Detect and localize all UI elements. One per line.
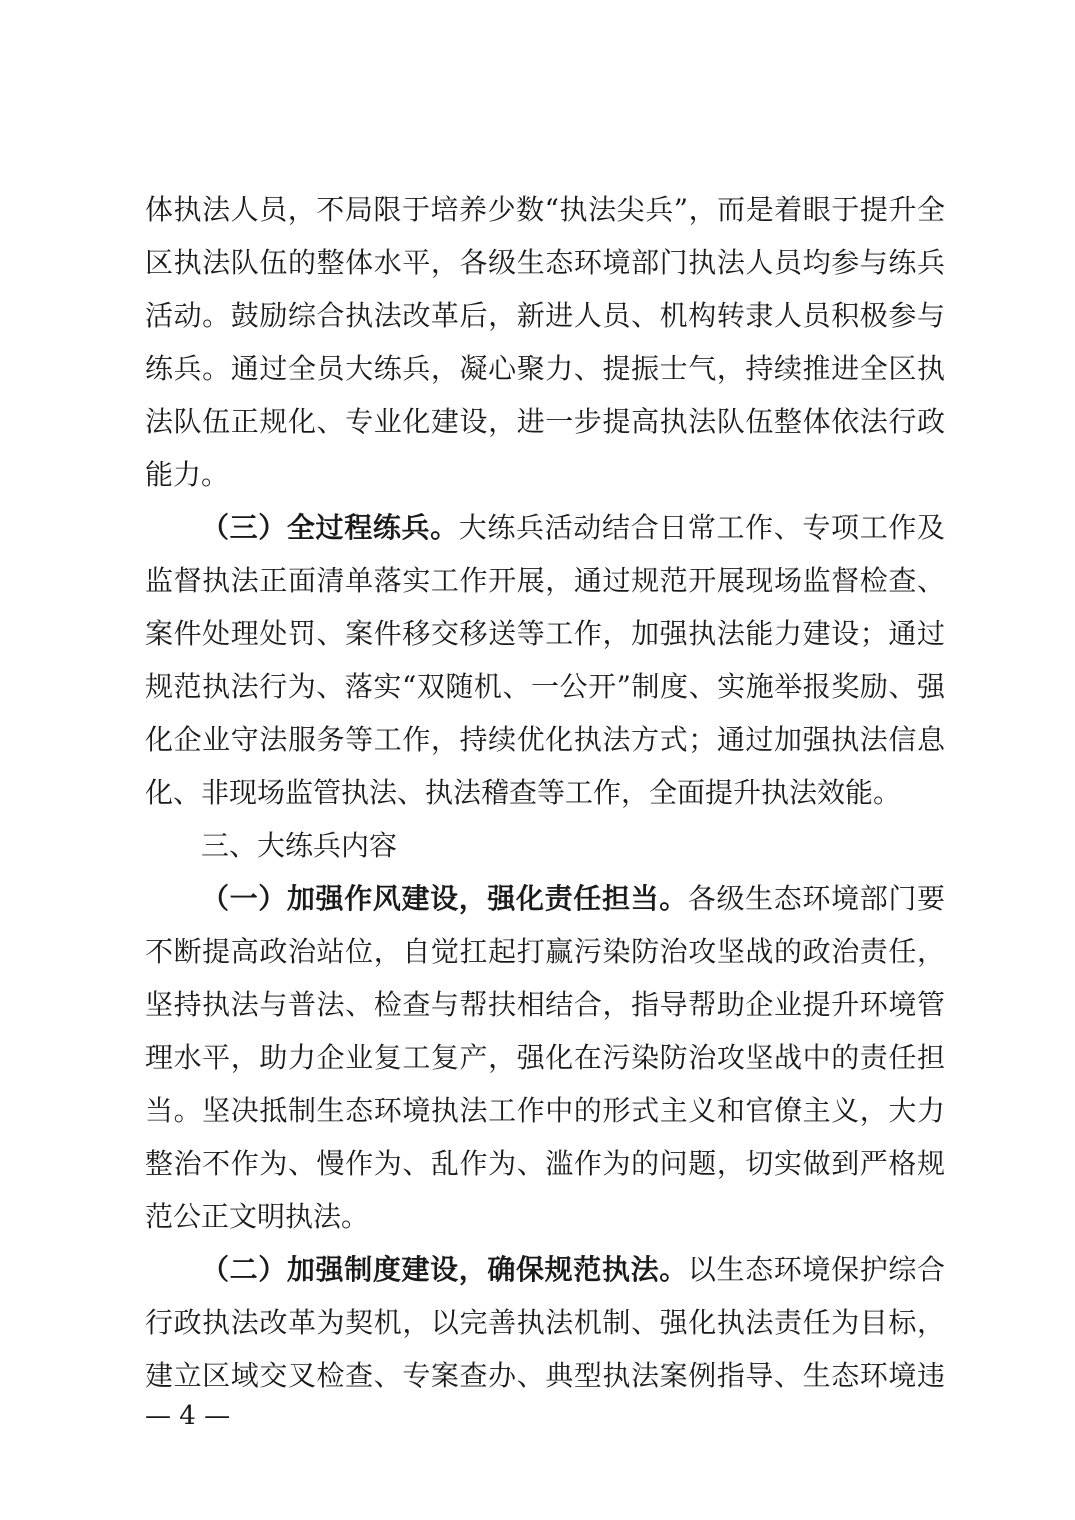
text-line: 规范执法行为、落实“双随机、一公开”制度、实施举报奖励、强 — [145, 670, 945, 703]
paragraph-2 — [145, 501, 945, 819]
document-body — [145, 183, 945, 1402]
text-line: 化企业守法服务等工作，持续优化执法方式；通过加强执法信息 — [145, 723, 945, 756]
text-line: 能力。 — [145, 458, 230, 491]
text-line: 坚持执法与普法、检查与帮扶相结合，指导帮助企业提升环境管 — [145, 988, 945, 1021]
page-number: — 4 — — [145, 1401, 231, 1431]
paragraph-heading: （一）加强作风建设，强化责任担当。 — [201, 882, 688, 915]
text-line: 区执法队伍的整体水平，各级生态环境部门执法人员均参与练兵 — [145, 246, 945, 279]
text-line: 监督执法正面清单落实工作开展，通过规范开展现场监督检查、 — [145, 564, 945, 597]
text-line: 整治不作为、慢作为、乱作为、滥作为的问题，切实做到严格规 — [145, 1147, 945, 1180]
paragraph-4 — [145, 1243, 945, 1402]
paragraph-first-line — [145, 501, 945, 554]
text-line: 理水平，助力企业复工复产，强化在污染防治攻坚战中的责任担 — [145, 1041, 945, 1074]
paragraph-heading: （二）加强制度建设，确保规范执法。 — [201, 1253, 688, 1286]
text-line: 化、非现场监管执法、执法稽查等工作，全面提升执法效能。 — [145, 776, 902, 809]
text-line: 不断提高政治站位，自觉扛起打赢污染防治攻坚战的政治责任， — [145, 935, 945, 968]
text-line: 练兵。通过全员大练兵，凝心聚力、提振士气，持续推进全区执 — [145, 352, 945, 385]
text-line: 活动。鼓励综合执法改革后，新进人员、机构转隶人员积极参与 — [145, 299, 945, 332]
text-line: 范公正文明执法。 — [145, 1200, 370, 1233]
text-run: 大练兵活动结合日常工作、专项工作及 — [458, 511, 945, 544]
paragraph-3 — [145, 872, 945, 1243]
text-line: 法队伍正规化、专业化建设，进一步提高执法队伍整体依法行政 — [145, 405, 945, 438]
paragraph-first-line — [145, 1243, 945, 1296]
text-run: 以生态环境保护综合 — [687, 1253, 945, 1286]
text-line: 体执法人员，不局限于培养少数“执法尖兵”，而是着眼于提升全 — [145, 193, 945, 226]
text-line: 行政执法改革为契机，以完善执法机制、强化执法责任为目标， — [145, 1306, 945, 1339]
paragraph-heading: （三）全过程练兵。 — [201, 511, 459, 544]
section-heading: 三、大练兵内容 — [201, 829, 398, 862]
paragraph-first-line — [145, 872, 945, 925]
text-line: 案件处理处罚、案件移交移送等工作，加强执法能力建设；通过 — [145, 617, 945, 650]
paragraph-1 — [145, 183, 945, 501]
text-line: 建立区域交叉检查、专案查办、典型执法案例指导、生态环境违 — [145, 1359, 945, 1392]
text-run: 各级生态环境部门要 — [687, 882, 945, 915]
text-line: 当。坚决抵制生态环境执法工作中的形式主义和官僚主义，大力 — [145, 1094, 945, 1127]
